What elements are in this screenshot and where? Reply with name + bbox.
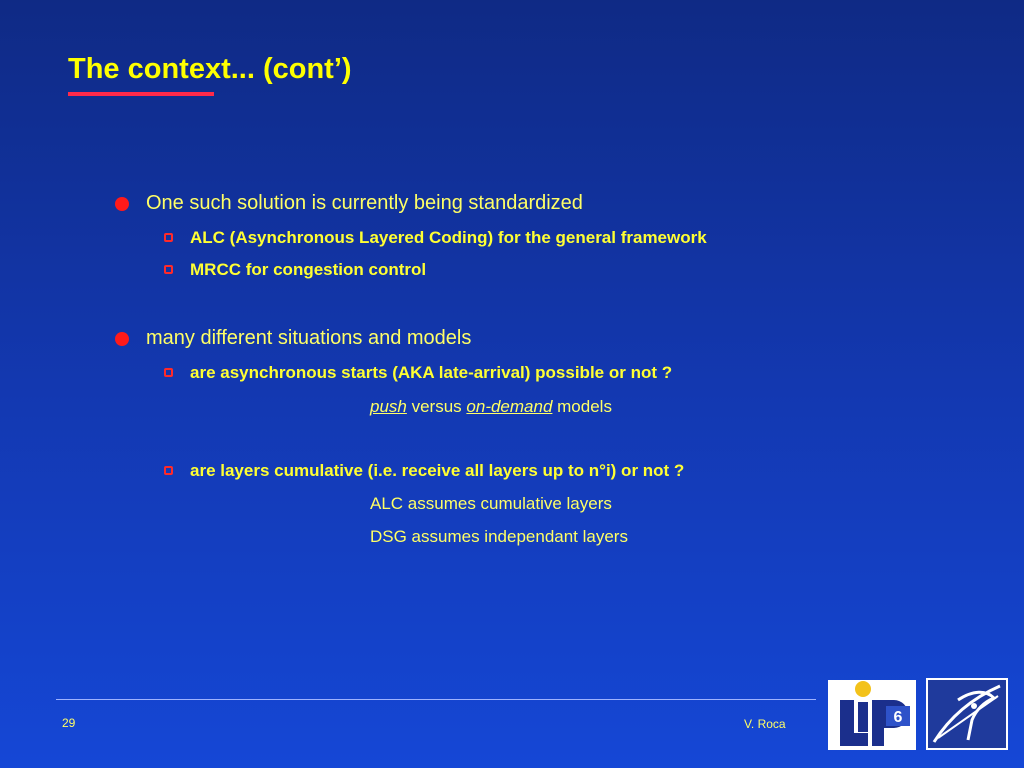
sub-bullet-square-icon — [164, 233, 173, 242]
sub-bullet-2-2-text: are layers cumulative (i.e. receive all layers up to n°i) or not ? — [190, 461, 685, 480]
sub-bullet-square-icon — [164, 368, 173, 377]
detail-push-versus-on-demand — [370, 396, 612, 418]
push-term: push — [370, 397, 407, 416]
sub-bullet-square-icon — [164, 265, 173, 274]
lip6-logo — [828, 680, 916, 750]
sub-bullet-2-1-text: are asynchronous starts (AKA late-arrival) possible or not ? — [190, 363, 673, 382]
models-word: models — [552, 397, 612, 416]
bullet-dot-icon — [115, 332, 129, 346]
slide-title: The context... (cont’) — [68, 53, 352, 85]
bullet-dot-icon — [115, 197, 129, 211]
sub-bullet-1-1-text: ALC (Asynchronous Layered Coding) for the general framework — [190, 228, 707, 247]
sub-bullet-1-2-text: MRCC for congestion control — [190, 260, 427, 279]
svg-text:6: 6 — [893, 709, 903, 726]
footer-divider — [56, 699, 816, 700]
sub-bullet-square-icon — [164, 466, 173, 475]
detail-dsg-independant: DSG assumes independant layers — [370, 527, 628, 546]
title-underline — [68, 92, 214, 96]
detail-alc-cumulative: ALC assumes cumulative layers — [370, 494, 612, 513]
upmc-logo-graphic — [928, 680, 1006, 748]
author-name: V. Roca — [744, 717, 786, 731]
versus-word: versus — [406, 397, 467, 416]
upmc-logo — [926, 678, 1008, 750]
bullet-1-text: One such solution is currently being standardized — [146, 192, 583, 214]
page-number: 29 — [62, 716, 76, 730]
lip6-logo-graphic — [828, 680, 916, 750]
bullet-2-text: many different situations and models — [146, 327, 472, 349]
on-demand-term: on-demand — [466, 397, 553, 416]
